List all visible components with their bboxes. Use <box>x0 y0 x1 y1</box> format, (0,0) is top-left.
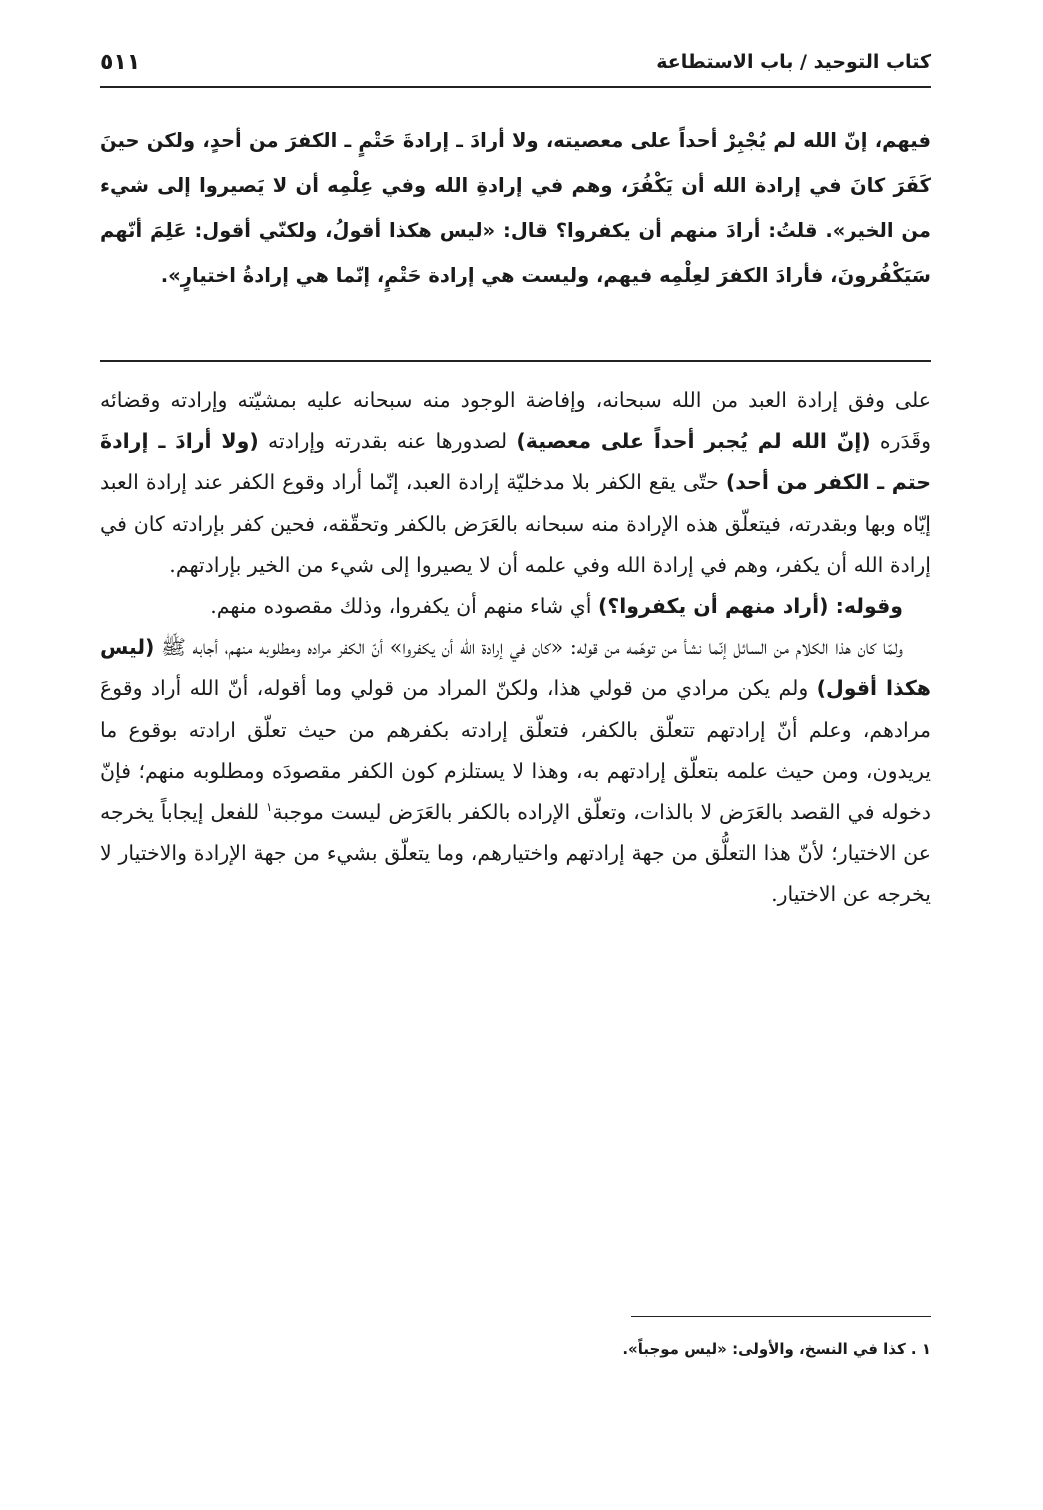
page-header <box>100 38 931 88</box>
text-segment: على وفق إرادة العبد من الله سبحانه، وإفاضة الوجود منه سبحانه عليه بمشيّته وإرادته وقضائه وقَدَره <box>100 388 931 454</box>
text-segment: للفعل إيجاباً يخرجه عن الاختيار؛ لأنّ هذا التعلُّق من جهة إرادتهم واختيارهم، وما يتعلّق بشيء من جهة الإرادة والاختيار لا يخرجه عن الاختيار. <box>100 800 931 907</box>
section-divider <box>100 360 931 362</box>
footnote-reference: ١ <box>265 800 273 815</box>
running-title: كتاب التوحيد / باب الاستطاعة <box>656 51 931 73</box>
hadith-quote: فيهم، إنّ الله لم يُجْبِرْ أحداً على معصيته، ولا أرادَ ـ إرادةَ حَتْمٍ ـ الكفرَ من أحدٍ، ولكن حينَ كَفَرَ كانَ في إرادة الله أن يَكْفُرَ، وهم في إرادةِ الله وفي عِلْمِه أن لا يَصيروا إلى شيء من الخير». قلتُ: أرادَ منهم أن يكفروا؟ قال: «ليس هكذا أقولُ، ولكنّي أقول: عَلِمَ أنّهم سَيَكْفُرونَ، فأرادَ الكفرَ لعِلْمِه فيهم، وليست هي إرادة حَتْمٍ، إنّما هي إرادةُ اختيارٍ». <box>100 129 931 287</box>
footnote-divider <box>631 1316 931 1317</box>
text-segment: ولم يكن مرادي من قولي هذا، ولكنّ المراد من قولي وما أقوله، أنّ الله أراد وقوعَ مرادهم، وعلم أنّ إرادتهم تتعلّق بالكفر، فتعلّق إرادته بكفرهم من حيث تعلّق ارادته بوقوع ما يريدون، ومن حيث علمه بتعلّق إرادتهم به، وهذا لا يستلزم كون الكفر مقصودَه ومطلوبه منهم؛ فإنّ دخوله في القصد بالعَرَض لا بالذات، وتعلّق الإراده بالكفر بالعَرَض ليست موجبة <box>100 676 931 825</box>
bold-quote: وقوله: (أراد منهم أن يكفروا؟) <box>598 594 903 619</box>
commentary-body <box>100 380 931 916</box>
commentary-paragraph-1 <box>100 380 931 586</box>
bold-quote: (ولا أرادَ ـ إرادةَ حتم ـ الكفر من أحد) <box>100 429 932 495</box>
commentary-paragraph-3 <box>100 627 931 915</box>
text-segment: ولمّا كان هذا الكلام من السائل إنّما نشأ من توهّمه من قوله: «كان في إرادة الله أن يكفروا» أنّ الكفر مراده ومطلوبه منهم، أجابه ﷺ <box>154 635 903 660</box>
commentary-paragraph-2 <box>100 586 931 627</box>
bold-quote: (ليس هكذا أقول) <box>100 635 931 701</box>
footnote: ١ . كذا في النسخ، والأولى: «ليس موجباً». <box>622 1340 931 1358</box>
page-number: ٥١١ <box>100 49 141 75</box>
bold-quote: (إنّ الله لم يُجبر أحداً على معصية) <box>516 429 871 454</box>
text-segment: لصدورها عنه بقدرته وإرادته <box>258 429 517 454</box>
text-segment: أي شاء منهم أن يكفروا، وذلك مقصوده منهم. <box>210 594 598 619</box>
text-segment: حتّى يقع الكفر بلا مدخليّة إرادة العبد، إنّما أراد وقوع الكفر عند إرادة العبد إيّاه وبها وبقدرته، فيتعلّق هذه الإرادة منه سبحانه بالعَرَض بالكفر وتحقّقه، فحين كفر بإرادته كان في إرادة الله أن يكفر، وهم في إرادة الله وفي علمه أن لا يصيروا إلى شيء من الخير بإرادتهم. <box>100 470 931 577</box>
